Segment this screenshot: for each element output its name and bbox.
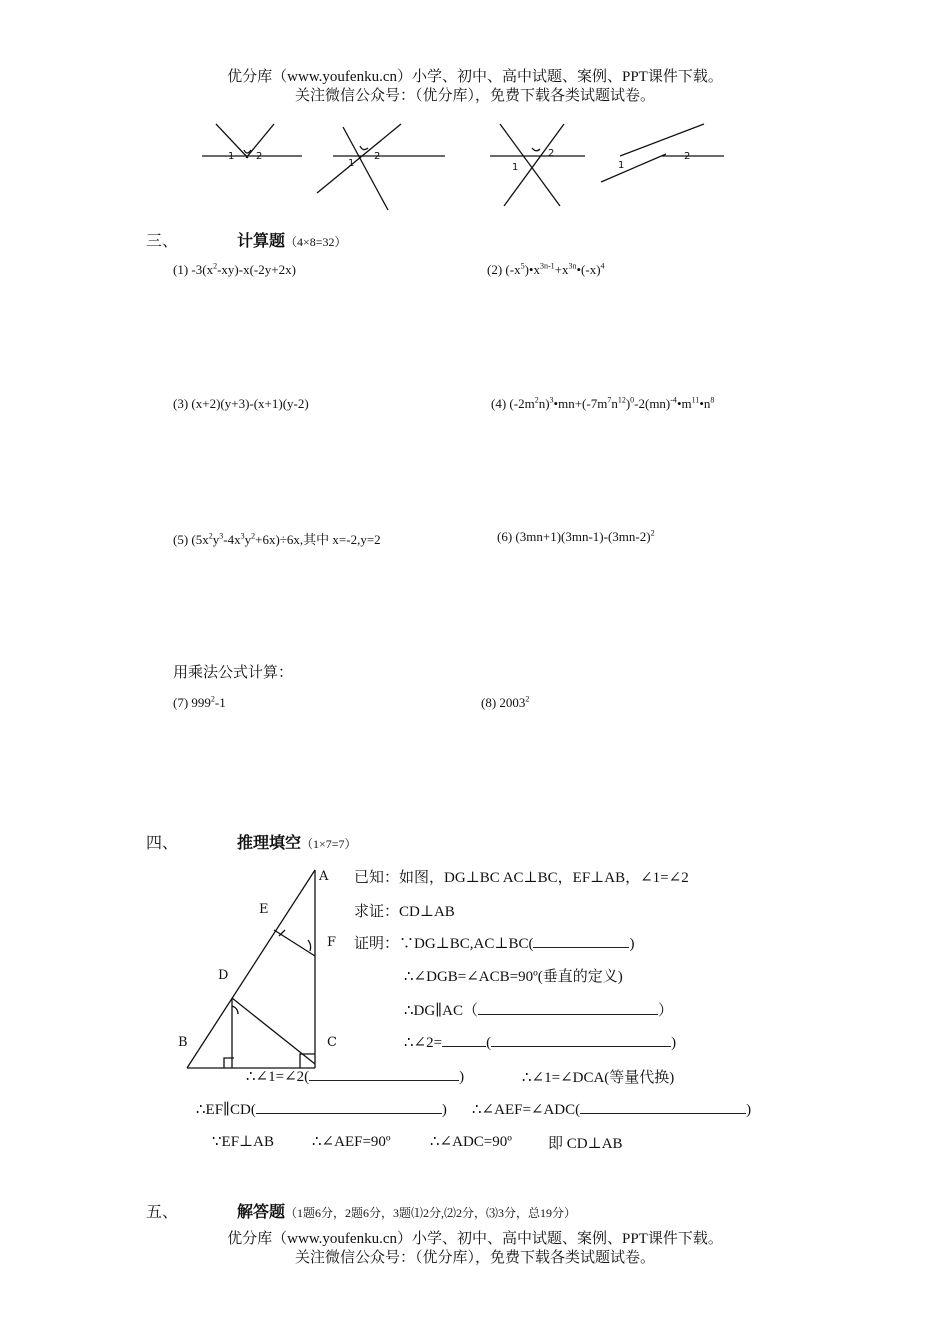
problem-2-label: (2) xyxy=(487,262,503,277)
problem-6 xyxy=(497,529,655,545)
problem-4 xyxy=(491,396,714,412)
segment-EF xyxy=(274,930,315,956)
problem-5 xyxy=(173,529,381,548)
proof-step-7d: 即 CD⊥AB xyxy=(548,1136,623,1152)
proof-step-5 xyxy=(246,1066,464,1086)
blank-6[interactable] xyxy=(256,1099,442,1114)
proof-step-6-close: ) xyxy=(441,1102,447,1118)
point-A: A xyxy=(319,869,329,884)
problem-4-text-b: n) xyxy=(538,396,550,411)
fig2-angle-1: 1 xyxy=(348,158,355,169)
section4-number: 四、 xyxy=(146,835,179,852)
problem-4-exp-7: 11 xyxy=(691,395,700,405)
problem-2-text-d: •(-x) xyxy=(576,262,601,277)
problem-1 xyxy=(173,262,296,278)
blank-7[interactable] xyxy=(580,1099,746,1114)
proof-step-5b: ∴∠1=∠DCA(等量代换) xyxy=(522,1070,675,1086)
problem-8-text-a: 2003 xyxy=(499,695,526,710)
problem-3-text: (x+2)(y+3)-(x+1)(y-2) xyxy=(191,396,309,411)
fig2-cross-a xyxy=(317,124,401,193)
point-E: E xyxy=(259,902,269,917)
fig1-angle-2: 2 xyxy=(256,151,263,162)
problem-7-label: (7) xyxy=(173,695,189,710)
problem-2-text-b: )•x xyxy=(524,262,540,277)
proof-step-6b-text: ∴∠AEF=∠ADC( xyxy=(472,1102,581,1118)
problem-4-exp-8: 8 xyxy=(710,395,715,405)
problem-2-exp-3: 3n xyxy=(568,261,577,271)
section5-title: 解答题 xyxy=(237,1202,286,1221)
problem-8-exp-1: 2 xyxy=(525,694,530,704)
section3-title: 计算题 xyxy=(237,231,286,250)
header-line-2: 关注微信公众号：（优分库），免费下载各类试题试卷。 xyxy=(294,88,655,104)
problem-2-text-c: +x xyxy=(554,262,569,277)
problem-2-text-a: (-x xyxy=(505,262,521,277)
proof-step-3 xyxy=(404,999,673,1020)
section3-number: 三、 xyxy=(146,233,179,250)
fig2-arc xyxy=(360,146,368,150)
problem-3-label: (3) xyxy=(173,396,189,411)
problem-2 xyxy=(487,262,605,278)
proof-step-1-close: ) xyxy=(629,936,635,952)
blank-1[interactable] xyxy=(533,933,629,948)
problem-7-text-b: -1 xyxy=(214,695,226,710)
problem-5-text-f: +6x)÷6x,其中 x=-2,y=2 xyxy=(255,532,381,547)
problem-6-text: (3mn+1)(3mn-1)-(3mn-2) xyxy=(515,529,651,544)
footer-line-1: 优分库（www.youfenku.cn）小学、初中、高中试题、案例、PPT课件下载。 xyxy=(227,1231,723,1247)
problem-5-text-a: (5x xyxy=(191,532,209,547)
proof-step-1-text: 证明：∵DG⊥BC,AC⊥BC( xyxy=(354,936,534,952)
problem-4-text-g: -2(mn) xyxy=(634,396,671,411)
section4-points: （1×7=7） xyxy=(301,837,357,851)
fig3-angle-1: 1 xyxy=(512,162,519,173)
section5-heading xyxy=(237,1199,576,1222)
problem-5-exp-3: 3 xyxy=(240,531,245,541)
footer-line-2: 关注微信公众号：（优分库），免费下载各类试题试卷。 xyxy=(294,1250,655,1266)
section3-heading xyxy=(237,228,347,251)
problem-2-exp-1: 5 xyxy=(520,261,525,271)
problem-4-text-h: •m xyxy=(676,396,692,411)
section3-points: （4×8=32） xyxy=(285,235,347,249)
proof-step-4-open: ( xyxy=(486,1035,492,1051)
fig4-angle-1: 1 xyxy=(618,160,625,171)
header-line-1: 优分库（www.youfenku.cn）小学、初中、高中试题、案例、PPT课件下载。 xyxy=(227,69,723,85)
problem-6-label: (6) xyxy=(497,529,513,544)
proof-step-7b: ∴∠AEF=90º xyxy=(312,1134,391,1150)
point-C: C xyxy=(327,1035,337,1050)
fig4-ray xyxy=(620,124,704,156)
problem-1-text-b: -xy)-x(-2y+2x) xyxy=(217,262,296,277)
fig4-angle-2: 2 xyxy=(684,151,691,162)
fig1-angle-1: 1 xyxy=(228,151,235,162)
problem-5-text-b: y xyxy=(212,532,220,547)
section4-heading xyxy=(237,830,357,853)
problem-6-exp-1: 2 xyxy=(650,528,655,538)
problem-7-exp-1: 2 xyxy=(210,694,215,704)
problem-8-label: (8) xyxy=(481,695,497,710)
triangle-figure xyxy=(170,860,350,1080)
proof-step-5-text: ∴∠1=∠2( xyxy=(246,1069,310,1085)
problem-5-exp-2: 3 xyxy=(219,531,224,541)
problem-7-text-a: 999 xyxy=(191,695,211,710)
problem-5-exp-4: 2 xyxy=(251,531,256,541)
proof-step-6-text: ∴EF∥CD( xyxy=(196,1102,256,1118)
proof-step-6b xyxy=(472,1099,751,1119)
proof-step-4 xyxy=(404,1032,676,1052)
fig4-line-a xyxy=(601,154,666,182)
problem-4-text-f: ) xyxy=(625,396,631,411)
fig3-arc xyxy=(532,148,540,151)
proof-step-3-text: ∴DG∥AC（ xyxy=(404,1003,478,1019)
angle-1-mark xyxy=(308,940,311,951)
problem-4-exp-1: 2 xyxy=(534,395,539,405)
problem-8 xyxy=(481,695,529,711)
proof-step-1 xyxy=(354,932,634,953)
blank-3[interactable] xyxy=(442,1032,486,1047)
problem-4-text-d: n xyxy=(611,396,618,411)
proof-step-6 xyxy=(196,1099,447,1119)
section5-points: （1题6分，2题6分，3题⑴2分,⑵2分，⑶3分，总19分） xyxy=(285,1206,577,1220)
problem-5-text-c: -4x xyxy=(223,532,241,547)
problem-4-text-i: •n xyxy=(699,396,711,411)
problem-1-text-a: -3(x xyxy=(191,262,214,277)
blank-4[interactable] xyxy=(491,1032,671,1047)
fig3-angle-2: 2 xyxy=(548,148,555,159)
problem-1-exp-1: 2 xyxy=(213,261,218,271)
problem-5-text-d: y xyxy=(244,532,252,547)
proof-step-3-close: ） xyxy=(657,1003,673,1019)
blank-5[interactable] xyxy=(309,1066,459,1081)
problem-4-text-a: (-2m xyxy=(509,396,535,411)
segment-AB xyxy=(187,870,315,1068)
angle-2-mark xyxy=(232,1006,238,1014)
proof-step-2: ∴∠DGB=∠ACB=90º(垂直的定义) xyxy=(404,969,623,985)
problem-2-exp-2: 3n-1 xyxy=(539,261,555,271)
point-F: F xyxy=(327,935,337,950)
proof-step-4-text: ∴∠2= xyxy=(404,1035,443,1051)
problem-4-exp-6: -4 xyxy=(670,395,677,405)
proof-step-6b-close: ) xyxy=(746,1102,752,1118)
fig2-angle-2: 2 xyxy=(374,151,381,162)
proof-step-7c: ∴∠ADC=90º xyxy=(430,1134,512,1150)
problem-4-exp-5: 0 xyxy=(630,395,635,405)
problem-4-exp-2: 3 xyxy=(549,395,554,405)
problem-3 xyxy=(173,396,309,412)
problem-5-exp-1: 2 xyxy=(208,531,213,541)
section5-number: 五、 xyxy=(146,1204,179,1221)
problem-1-label: (1) xyxy=(173,262,189,277)
problem-5-label: (5) xyxy=(173,532,189,547)
angle-figures xyxy=(190,118,730,218)
section4-title: 推理填空 xyxy=(237,833,302,852)
problem-4-exp-3: 7 xyxy=(607,395,612,405)
problem-2-exp-4: 4 xyxy=(600,261,605,271)
proof-to-prove: 求证：CD⊥AB xyxy=(354,904,455,920)
blank-2[interactable] xyxy=(478,1000,658,1015)
point-B: B xyxy=(178,1035,188,1050)
problem-4-text-c: •mn+(-7m xyxy=(553,396,608,411)
fig3-cross-a xyxy=(500,124,560,206)
problem-7 xyxy=(173,695,226,711)
point-D: D xyxy=(218,968,229,983)
formula-subtitle: 用乘法公式计算： xyxy=(173,665,294,681)
proof-step-5-close: ) xyxy=(459,1069,465,1085)
proof-step-4-close: ) xyxy=(671,1035,677,1051)
problem-4-exp-4: 12 xyxy=(617,395,626,405)
proof-given: 已知：如图，DG⊥BC AC⊥BC，EF⊥AB，∠1=∠2 xyxy=(354,870,689,886)
problem-4-label: (4) xyxy=(491,396,507,411)
proof-step-7a: ∵EF⊥AB xyxy=(212,1134,274,1150)
